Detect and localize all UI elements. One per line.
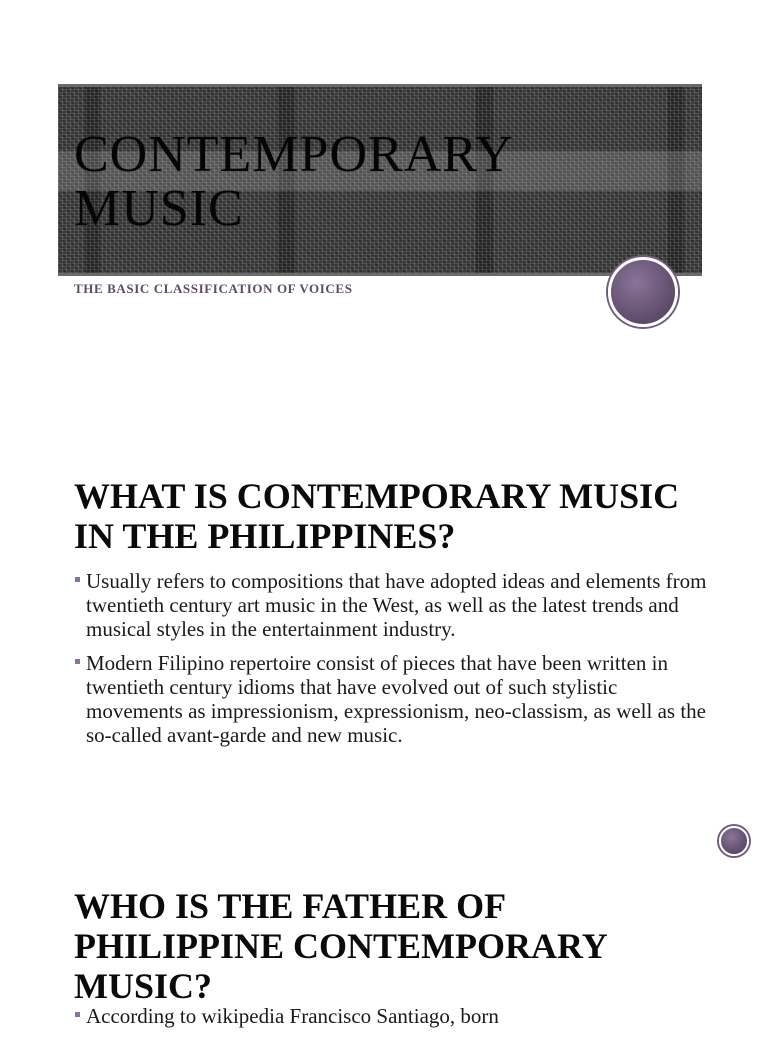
bullet-item: Modern Filipino repertoire consist of pieces that have been written in twentieth century idioms that have evolved out of such stylistic movements as impressionism, expressionism, neo-classism, as well as the so-called avant-garde and new music. xyxy=(74,651,714,747)
bullet-item: Usually refers to compositions that have adopted ideas and elements from twentieth century art music in the West, as well as the latest trends and musical styles in the entertainment industry. xyxy=(74,569,714,641)
slide3-heading: WHO IS THE FATHER OF PHILIPPINE CONTEMPORARY MUSIC? xyxy=(74,886,607,1006)
slide2-heading: WHAT IS CONTEMPORARY MUSIC IN THE PHILIPPINES? xyxy=(74,476,680,556)
title-slide xyxy=(0,0,768,380)
decorative-circle-icon xyxy=(608,257,678,327)
slide3-bullet-list xyxy=(74,1004,714,1038)
bullet-item: According to wikipedia Francisco Santiago, born xyxy=(74,1004,714,1028)
slide2-bullet-list xyxy=(74,569,714,757)
slide-title: CONTEMPORARY MUSIC xyxy=(74,126,512,237)
slide-subtitle: THE BASIC CLASSIFICATION OF VOICES xyxy=(74,281,353,296)
slide-number-circle-icon xyxy=(719,826,749,856)
